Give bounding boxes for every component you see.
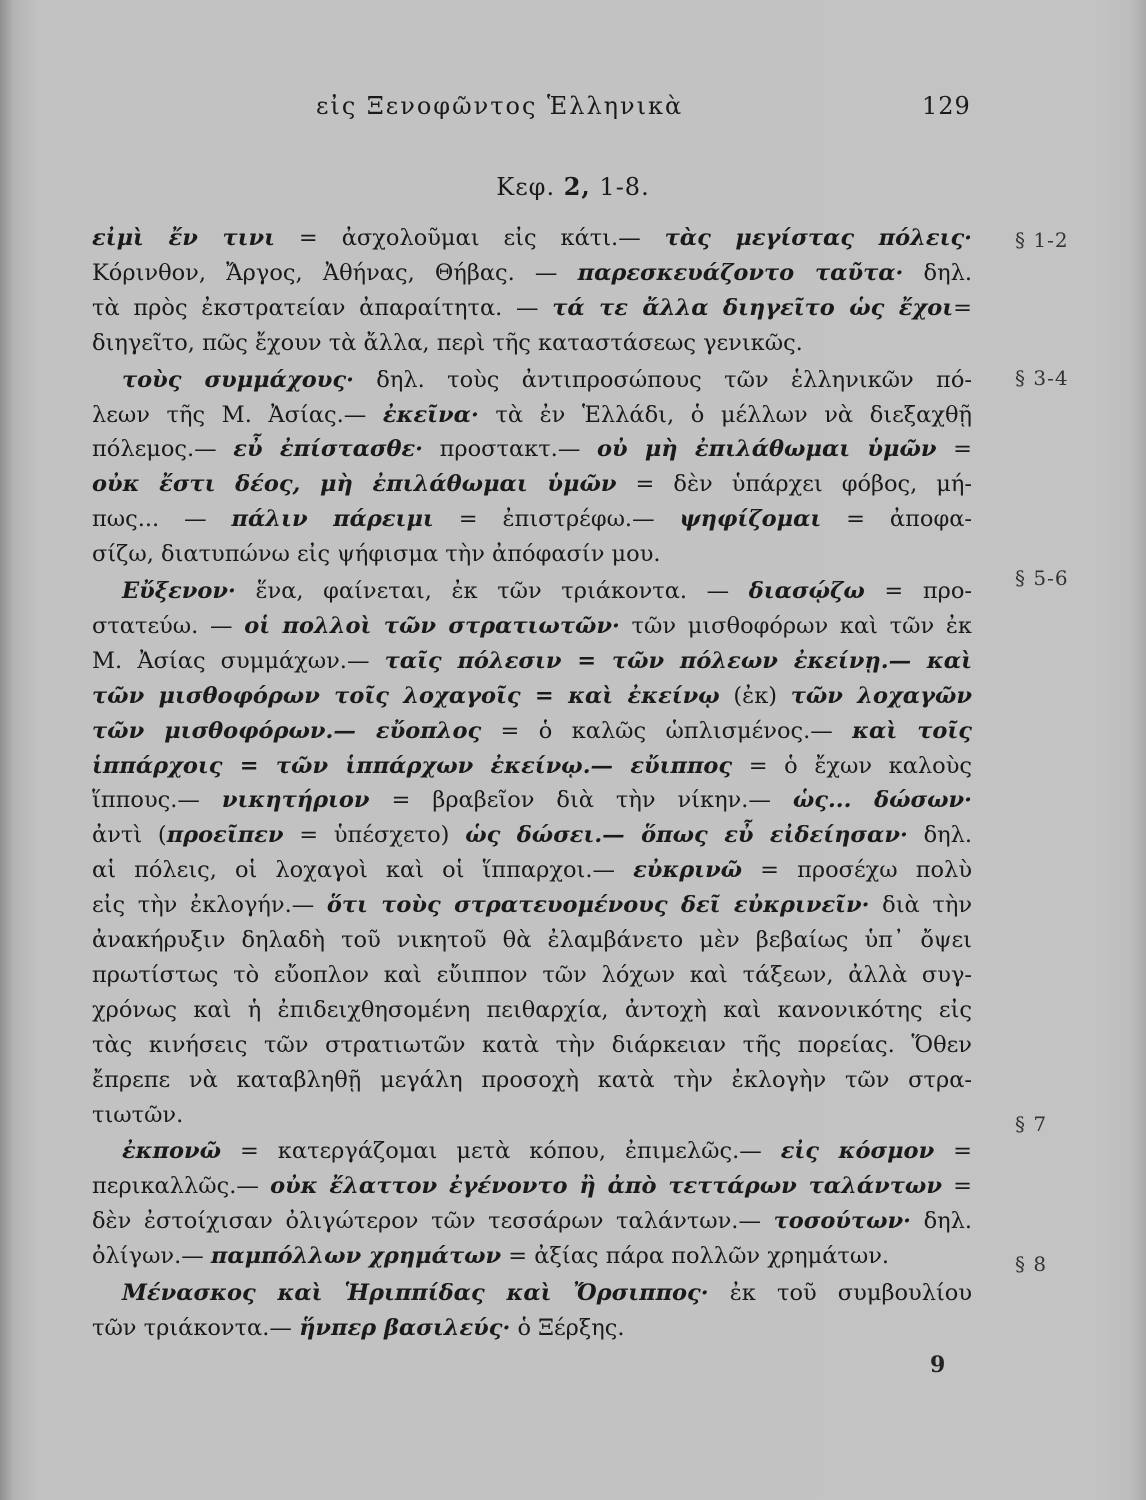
gloss: ἀνακήρυξιν δηλαδὴ τοῦ νικητοῦ θὰ ἐλαμβάνετο μὲν βεβαίως ὑπ᾽ ὄψει	[92, 927, 972, 953]
gloss: =	[934, 1138, 972, 1165]
gloss: = προ-	[864, 578, 972, 604]
lemma: τῶν λοχαγῶν	[790, 682, 973, 709]
text-line	[122, 364, 972, 396]
gloss: στατεύω. —	[92, 612, 245, 639]
gloss: Μ. Ἀσίας συμμάχων.—	[92, 647, 385, 674]
gloss: ὁ Ξέρξης.	[510, 1314, 625, 1341]
gloss: λεων τῆς Μ. Ἀσίας.—	[92, 401, 383, 428]
gloss: ἐκ τοῦ συμβουλίου	[708, 1280, 973, 1306]
section-marker: § 1-2	[1015, 228, 1069, 252]
text-line	[92, 468, 972, 500]
signature-mark: 9	[930, 1352, 946, 1378]
lemma: ὡς δώσει.— ὅπως εὖ εἰδείησαν·	[465, 822, 908, 849]
lemma: ἱππάρχοις = τῶν ἱππάρχων ἐκείνῳ.— εὔιππος	[92, 752, 733, 779]
lemma: προεῖπεν	[166, 822, 284, 849]
lemma: ταῖς πόλεσιν = τῶν πόλεων ἐκείνῃ.— καὶ	[384, 647, 972, 674]
gloss: δὲν ἐστοίχισαν ὀλιγώτερον τῶν τεσσάρων ταλάντων.—	[92, 1208, 774, 1235]
gloss: πόλεμος.—	[92, 436, 234, 463]
lemma: οὐκ ἔστι δέος, μὴ ἐπιλάθωμαι ὑμῶν	[92, 471, 617, 498]
text-line	[92, 610, 972, 642]
gloss: = κατεργάζομαι μετὰ κόπου, ἐπιμελῶς.—	[221, 1138, 781, 1165]
gloss: περικαλλῶς.—	[92, 1173, 271, 1200]
text-line	[92, 503, 972, 535]
gloss: τιωτῶν.	[92, 1101, 184, 1128]
gloss: διηγεῖτο, πῶς ἔχουν τὰ ἄλλα, περὶ τῆς καταστάσεως γενικῶς.	[92, 329, 803, 356]
text-line	[122, 1277, 972, 1309]
gloss: πως... —	[92, 506, 232, 533]
chapter-heading	[0, 172, 1146, 201]
lemma: τῶν μισθοφόρων τοῖς λοχαγοῖς = καὶ ἐκείνῳ	[92, 682, 720, 709]
lemma: εἰς κόσμον	[780, 1138, 935, 1165]
gloss: διὰ τὴν	[869, 892, 972, 919]
text-line	[92, 924, 972, 956]
gloss: τῶν τριάκοντα.—	[92, 1314, 300, 1341]
text-line	[92, 327, 972, 359]
text-line	[92, 715, 972, 747]
lemma: ψηφίζομαι	[679, 506, 822, 533]
text-line	[92, 1170, 972, 1202]
gloss: = δὲν ὑπάρχει φόβος, μή-	[616, 471, 972, 498]
text-line	[92, 1240, 972, 1272]
gloss: = βραβεῖον διὰ τὴν νίκην.—	[369, 787, 793, 814]
text-line	[92, 994, 972, 1026]
running-head-title: εἰς Ξενοφῶντος Ἑλληνικὰ	[316, 92, 684, 120]
lemma: οὐκ ἔλαττον ἐγένοντο ἢ ἀπὸ τεττάρων ταλάντων	[270, 1173, 942, 1200]
gloss: δηλ.	[907, 822, 973, 849]
section-marker: § 3-4	[1015, 366, 1069, 390]
text-line	[122, 575, 972, 607]
lemma: ὡς... δώσων·	[792, 787, 972, 814]
gloss: Κόρινθον, Ἄργος, Ἀθήνας, Θήβας. —	[92, 259, 578, 286]
lemma: τῶν μισθοφόρων.— εὔοπλος	[92, 717, 482, 744]
text-line	[92, 645, 972, 677]
gloss: σίζω, διατυπώνω εἰς ψήφισμα τὴν ἀπόφασίν μου.	[92, 541, 661, 568]
lemma: Εὔξενον·	[122, 578, 236, 604]
gloss: =	[941, 1173, 972, 1200]
lemma: εὐκρινῶ	[633, 857, 743, 884]
chapter-number: 2,	[563, 172, 591, 201]
text-line	[92, 959, 972, 991]
lemma: Μένασκος καὶ Ἡριππίδας καὶ Ὄρσιππος·	[122, 1280, 709, 1306]
text-line	[92, 1099, 972, 1131]
gloss: τὰς κινήσεις τῶν στρατιωτῶν κατὰ τὴν διάρκειαν τῆς πορείας. Ὅθεν	[92, 1031, 972, 1058]
text-line	[92, 750, 972, 782]
gloss: πρωτίστως τὸ εὔοπλον καὶ εὔιππον τῶν λόχων καὶ τάξεων, ἀλλὰ συγ-	[92, 961, 972, 988]
text-line	[92, 1064, 972, 1096]
gloss: τὰ πρὸς ἐκστρατείαν ἀπαραίτητα. —	[92, 294, 553, 321]
text-line	[92, 784, 972, 816]
gloss: χρόνως καὶ ἡ ἐπιδειχθησομένη πειθαρχία, ἀντοχὴ καὶ κανονικότης εἰς	[92, 996, 972, 1023]
lemma: παμπόλλων χρημάτων	[210, 1243, 502, 1270]
text-line	[92, 1205, 972, 1237]
text-line	[92, 854, 972, 886]
lemma: τὰς μεγίστας πόλεις·	[664, 225, 973, 251]
lemma: οὐ μὴ ἐπιλάθωμαι ὑμῶν	[596, 436, 937, 463]
lemma: οἱ πολλοὶ τῶν στρατιωτῶν·	[244, 612, 620, 639]
gloss: = ὁ ἔχων καλοὺς	[732, 752, 972, 779]
text-line	[92, 433, 972, 465]
text-line	[92, 1312, 972, 1344]
gloss: αἱ πόλεις, οἱ λοχαγοὶ καὶ οἱ ἵππαρχοι.—	[92, 857, 634, 884]
lemma: παρεσκευάζοντο ταῦτα·	[577, 259, 904, 286]
gloss: ἕνα, φαίνεται, ἐκ τῶν τριάκοντα. —	[235, 578, 749, 604]
chapter-label: Κεφ.	[496, 173, 556, 201]
text-line	[92, 680, 972, 712]
gloss: =	[953, 294, 973, 321]
gloss: = ἐπιστρέφω.—	[433, 506, 680, 533]
gloss: = ἀξίας πάρα πολλῶν χρημάτων.	[501, 1243, 890, 1270]
lemma: τοὺς συμμάχους·	[122, 366, 354, 393]
gloss: ἵππους.—	[92, 787, 222, 814]
text-line	[92, 222, 972, 254]
gloss: προστακτ.—	[423, 436, 597, 463]
gloss: =	[936, 436, 972, 463]
section-marker: § 7	[1015, 1112, 1048, 1136]
page-number: 129	[922, 92, 971, 120]
gloss: = προσέχω πολὺ	[742, 857, 972, 884]
lemma: καὶ τοῖς	[852, 717, 972, 744]
gloss: δηλ.	[903, 259, 972, 286]
text-line	[92, 399, 972, 431]
gloss: = ὁ καλῶς ὡπλισμένος.—	[481, 717, 853, 744]
text-line	[92, 889, 972, 921]
gloss: = ὑπέσχετο)	[283, 822, 466, 849]
lemma: εὖ ἐπίστασθε·	[233, 436, 424, 463]
lemma: ὅτι τοὺς στρατευομένους δεῖ εὐκρινεῖν·	[326, 892, 870, 919]
gloss: δηλ. τοὺς ἀντιπροσώπους τῶν ἑλληνικῶν πό-	[353, 366, 972, 393]
lemma: τοσούτων·	[773, 1208, 911, 1235]
gloss: τὰ ἐν Ἑλλάδι, ὁ μέλλων νὰ διεξαχθῇ	[478, 401, 972, 428]
gloss: = ἀσχολοῦμαι εἰς κάτι.—	[274, 225, 665, 251]
gloss: ἔπρεπε νὰ καταβληθῇ μεγάλη προσοχὴ κατὰ τὴν ἐκλογὴν τῶν στρα-	[92, 1066, 972, 1093]
gloss: ὀλίγων.—	[92, 1243, 211, 1270]
chapter-range: 1-8.	[599, 173, 650, 201]
text-line	[92, 1029, 972, 1061]
lemma: ἐκεῖνα·	[382, 401, 479, 428]
text-line	[122, 1135, 972, 1167]
gloss: τῶν μισθοφόρων καὶ τῶν ἐκ	[619, 612, 972, 639]
section-marker: § 8	[1015, 1252, 1048, 1276]
section-marker: § 5-6	[1015, 566, 1069, 590]
text-line	[92, 819, 972, 851]
gloss: (ἐκ)	[719, 682, 791, 709]
lemma: διασῴζω	[748, 578, 865, 604]
text-line	[92, 257, 972, 289]
gloss: εἰς τὴν ἐκλογήν.—	[92, 892, 327, 919]
lemma: νικητήριον	[221, 787, 370, 814]
lemma: πάλιν πάρειμι	[231, 506, 434, 533]
text-line	[92, 538, 972, 570]
gloss: = ἀποφα-	[821, 506, 973, 533]
lemma: ἥνπερ βασιλεύς·	[299, 1314, 511, 1341]
gloss: ἀντὶ (	[92, 822, 167, 849]
lemma: εἰμὶ ἔν τινι	[92, 225, 275, 251]
gloss: δηλ.	[910, 1208, 973, 1235]
lemma: τά τε ἄλλα διηγεῖτο ὡς ἔχοι	[552, 294, 954, 321]
text-line	[92, 292, 972, 324]
lemma: ἐκπονῶ	[122, 1138, 222, 1165]
